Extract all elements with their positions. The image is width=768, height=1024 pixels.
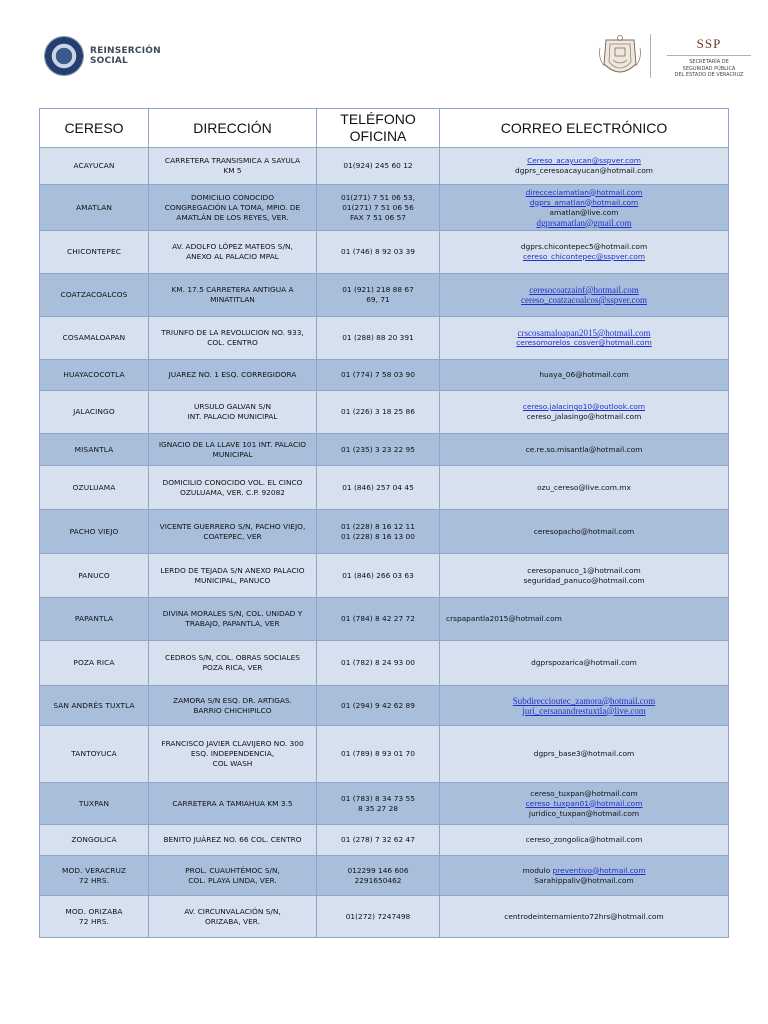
table-row bbox=[40, 641, 729, 686]
phone-line: 01 (921) 218 88 67 bbox=[342, 285, 414, 294]
cereso-name bbox=[40, 554, 149, 598]
ssp-sub-2: SEGURIDAD PÚBLICA bbox=[682, 65, 736, 72]
cereso-name-line: TANTOYUCA bbox=[71, 749, 117, 758]
cereso-name bbox=[40, 274, 149, 317]
email-link[interactable]: cereso_coatzacoalcos@sspver.com bbox=[521, 295, 647, 305]
cereso-phone bbox=[317, 274, 440, 317]
email-link[interactable]: cereso_tuxpan01@hotmail.com bbox=[525, 798, 643, 808]
email-link[interactable]: ceresocoatzainf@hotmail.com bbox=[529, 285, 639, 295]
phone-line: 2291650462 bbox=[354, 875, 402, 885]
email-text: dgprs_base3@hotmail.com bbox=[533, 749, 635, 758]
cereso-phone bbox=[317, 434, 440, 466]
address-line: URSULO GALVAN S/N bbox=[194, 402, 271, 411]
address-line: AV. ADOLFO LÓPEZ MATEOS S/N, bbox=[172, 242, 293, 251]
cereso-email bbox=[440, 783, 729, 825]
cereso-name bbox=[40, 686, 149, 726]
email-text: ce.re.so.misantla@hotmail.com bbox=[525, 444, 643, 454]
ssp-logo bbox=[596, 34, 759, 82]
cereso-name bbox=[40, 185, 149, 231]
phone-line: 01 (288) 88 20 391 bbox=[342, 333, 414, 342]
cereso-name-line: AMATLAN bbox=[76, 202, 112, 212]
cereso-name-line: MOD. ORIZABA bbox=[65, 906, 123, 916]
cereso-address bbox=[149, 317, 317, 360]
phone-line: FAX 7 51 06 57 bbox=[349, 212, 406, 222]
address-line: MUNICIPAL bbox=[212, 449, 253, 459]
cereso-name-line: TUXPAN bbox=[78, 798, 110, 808]
email-link[interactable]: Cereso_acayucan@sspver.com bbox=[527, 156, 641, 165]
logo-text bbox=[90, 46, 161, 66]
page-header bbox=[0, 0, 768, 100]
phone-line: 01 (226) 3 18 25 86 bbox=[341, 407, 415, 416]
phone-line: 012299 146 606 bbox=[347, 865, 409, 875]
header-telefono-text: TELÉFONO OFICINA bbox=[340, 111, 416, 144]
cereso-address bbox=[149, 641, 317, 686]
phone-line: 8 35 27 28 bbox=[358, 803, 398, 813]
table-row bbox=[40, 466, 729, 510]
email-text: ceresopacho@hotmail.com bbox=[533, 526, 635, 536]
cereso-name bbox=[40, 148, 149, 185]
email-text: huaya_06@hotmail.com bbox=[539, 370, 629, 379]
email-link[interactable]: dgprsamatlan@gmail.com bbox=[536, 217, 632, 228]
address-line: CARRETERA TRANSISMICA A SAYULA bbox=[164, 156, 301, 165]
cereso-name-line: CHICONTEPEC bbox=[67, 247, 121, 256]
table-row bbox=[40, 686, 729, 726]
table-row bbox=[40, 896, 729, 938]
cereso-name-line: HUAYACOCOTLA bbox=[63, 370, 125, 379]
phone-line: 01 (783) 8 34 73 55 bbox=[341, 793, 415, 803]
cereso-phone bbox=[317, 825, 440, 856]
cereso-address bbox=[149, 360, 317, 391]
cereso-email bbox=[440, 317, 729, 360]
address-line: MINATITLAN bbox=[210, 295, 255, 304]
address-line: VICENTE GUERRERO S/N, PACHO VIEJO, bbox=[159, 521, 306, 531]
address-line: ORIZABA, VER. bbox=[204, 916, 261, 926]
cereso-address bbox=[149, 686, 317, 726]
cereso-phone bbox=[317, 360, 440, 391]
cereso-name bbox=[40, 360, 149, 391]
phone-line: 01 (228) 8 16 12 11 bbox=[341, 521, 415, 531]
header-direccion: DIRECCIÓN bbox=[149, 109, 317, 148]
table-row bbox=[40, 360, 729, 391]
address-line: ANEXO AL PALACIO MPAL bbox=[186, 252, 279, 261]
address-line: BARRIO CHICHIPILCO bbox=[193, 705, 272, 715]
reinsercion-social-logo bbox=[44, 36, 161, 76]
phone-line: 01 (746) 8 92 03 39 bbox=[341, 247, 415, 256]
email-text: centrodeinternamiento72hrs@hotmail.com bbox=[504, 911, 664, 921]
phone-line: 01 (789) 8 93 01 70 bbox=[341, 749, 415, 758]
table-row bbox=[40, 825, 729, 856]
coat-of-arms-icon bbox=[596, 34, 644, 82]
phone-line: 01 (774) 7 58 03 90 bbox=[341, 370, 415, 379]
email-link[interactable]: juri_cersanandrestuxtla@live.com bbox=[522, 705, 646, 716]
logo-divider bbox=[650, 34, 651, 78]
email-text: ceresopanuco_1@hotmail.com bbox=[527, 565, 641, 575]
table-row bbox=[40, 148, 729, 185]
email-link[interactable]: direcceciamatlan@hotmail.com bbox=[525, 187, 643, 197]
cereso-phone bbox=[317, 510, 440, 554]
address-line: ZAMORA S/N ESQ. DR. ARTIGAS. bbox=[173, 695, 292, 705]
cereso-phone bbox=[317, 317, 440, 360]
header-correo: CORREO ELECTRÓNICO bbox=[440, 109, 729, 148]
cereso-phone bbox=[317, 231, 440, 274]
table-row bbox=[40, 856, 729, 896]
table-body bbox=[40, 148, 729, 938]
cereso-name-line: POZA RICA bbox=[73, 658, 115, 667]
cereso-email bbox=[440, 554, 729, 598]
table-row bbox=[40, 391, 729, 434]
cereso-name-line: COATZACOALCOS bbox=[60, 290, 128, 299]
cereso-name-line: ACAYUCAN bbox=[73, 161, 115, 170]
cereso-email bbox=[440, 148, 729, 185]
cereso-address bbox=[149, 434, 317, 466]
cereso-name bbox=[40, 896, 149, 938]
cereso-address bbox=[149, 510, 317, 554]
address-line: INT. PALACIO MUNICIPAL bbox=[187, 412, 278, 421]
address-line: LERDO DE TEJADA S/N ANEXO PALACIO bbox=[160, 565, 305, 575]
cereso-phone bbox=[317, 598, 440, 641]
cereso-name-line: OZULUAMA bbox=[72, 482, 116, 492]
cereso-address bbox=[149, 783, 317, 825]
table-header-row bbox=[40, 109, 729, 148]
address-line: AMATLÁN DE LOS REYES, VER. bbox=[176, 212, 289, 222]
logo-text-line1: REINSERCIÓN bbox=[90, 46, 161, 56]
email-text: ozu_cereso@live.com.mx bbox=[537, 482, 631, 492]
cereso-address bbox=[149, 856, 317, 896]
email-text: seguridad_panuco@hotmail.com bbox=[523, 575, 645, 585]
phone-line: 01 (228) 8 16 13 00 bbox=[341, 531, 415, 541]
cereso-name bbox=[40, 510, 149, 554]
cereso-address bbox=[149, 466, 317, 510]
cereso-name bbox=[40, 231, 149, 274]
cereso-email bbox=[440, 434, 729, 466]
email-text: dgprs_ceresoacayucan@hotmail.com bbox=[515, 166, 653, 175]
cereso-name-line: PANUCO bbox=[78, 570, 110, 580]
table-row bbox=[40, 231, 729, 274]
cereso-address bbox=[149, 726, 317, 783]
address-line: CARRETERA A TAMIAHUA KM 3.5 bbox=[172, 798, 293, 808]
address-line: KM. 17.5 CARRETERA ANTIGUA A bbox=[171, 285, 294, 294]
table-row bbox=[40, 598, 729, 641]
phone-line: 01 (782) 8 24 93 00 bbox=[341, 658, 415, 667]
cereso-name bbox=[40, 317, 149, 360]
phone-line: 01(271) 7 51 06 56 bbox=[342, 202, 414, 212]
address-line: KM 5 bbox=[223, 166, 242, 175]
cereso-email bbox=[440, 231, 729, 274]
cereso-name bbox=[40, 641, 149, 686]
address-line: POZA RICA, VER bbox=[202, 663, 263, 672]
cereso-address bbox=[149, 231, 317, 274]
address-line: BENITO JUÁREZ NO. 66 COL. CENTRO bbox=[163, 835, 302, 844]
cereso-name bbox=[40, 391, 149, 434]
address-line: PROL. CUAUHTÉMOC S/N, bbox=[185, 865, 280, 875]
cereso-name-line: MISANTLA bbox=[74, 444, 114, 454]
cereso-email bbox=[440, 360, 729, 391]
table-row bbox=[40, 434, 729, 466]
address-line: ESQ. INDEPENDENCIA, bbox=[190, 749, 275, 758]
phone-line: 01(271) 7 51 06 53, bbox=[341, 192, 415, 202]
cereso-name-line: JALACINGO bbox=[73, 407, 115, 416]
cereso-name bbox=[40, 434, 149, 466]
cereso-address bbox=[149, 598, 317, 641]
cereso-name bbox=[40, 466, 149, 510]
cereso-phone bbox=[317, 554, 440, 598]
email-text: cereso_tuxpan@hotmail.com bbox=[530, 788, 638, 798]
email-text: Sarahippaliv@hotmail.com bbox=[534, 875, 634, 885]
table-row bbox=[40, 317, 729, 360]
email-text: juridico_tuxpan@hotmail.com bbox=[528, 808, 640, 818]
header-telefono bbox=[317, 109, 440, 148]
cereso-phone bbox=[317, 185, 440, 231]
phone-line: 01 (846) 266 03 63 bbox=[342, 570, 414, 580]
cereso-email bbox=[440, 274, 729, 317]
cereso-email bbox=[440, 510, 729, 554]
ssp-title: SSP bbox=[696, 36, 722, 51]
address-line: OZULUAMA, VER. C.P. 92082 bbox=[180, 487, 285, 497]
cereso-phone bbox=[317, 896, 440, 938]
cereso-phone bbox=[317, 391, 440, 434]
cereso-phone bbox=[317, 686, 440, 726]
address-line: DOMICILIO CONOCIDO VOL. EL CINCO bbox=[162, 477, 303, 487]
cereso-phone bbox=[317, 726, 440, 783]
cereso-email bbox=[440, 185, 729, 231]
cereso-address bbox=[149, 148, 317, 185]
cereso-email bbox=[440, 726, 729, 783]
cereso-name-line: PAPANTLA bbox=[74, 614, 114, 623]
cereso-name-line: PACHO VIEJO bbox=[69, 526, 119, 536]
cereso-email bbox=[440, 856, 729, 896]
phone-line: 01 (235) 3 23 22 95 bbox=[341, 444, 415, 454]
address-line: TRABAJO, PAPANTLA, VER bbox=[185, 619, 280, 628]
address-line: JUAREZ NO. 1 ESQ. CORREGIDORA bbox=[168, 370, 297, 379]
cereso-name-line: MOD. VERACRUZ bbox=[61, 865, 126, 875]
cereso-directory-table bbox=[39, 108, 729, 938]
cereso-email bbox=[440, 686, 729, 726]
address-line: CONGREGACIÓN LA TOMA, MPIO. DE bbox=[164, 202, 301, 212]
address-line: COATEPEC, VER bbox=[203, 531, 262, 541]
cereso-address bbox=[149, 825, 317, 856]
cereso-email bbox=[440, 391, 729, 434]
email-link[interactable]: dgprs_amatlan@hotmail.com bbox=[529, 197, 639, 207]
ssp-rule bbox=[667, 55, 751, 56]
cereso-address bbox=[149, 391, 317, 434]
table-row bbox=[40, 185, 729, 231]
cereso-address bbox=[149, 896, 317, 938]
email-text: dgprspozarica@hotmail.com bbox=[531, 658, 637, 667]
cereso-name-line: COSAMALOAPAN bbox=[62, 333, 126, 342]
address-line: COL. CENTRO bbox=[207, 338, 258, 347]
phone-line: 01 (846) 257 04 45 bbox=[342, 482, 414, 492]
table-row bbox=[40, 554, 729, 598]
cereso-email bbox=[440, 598, 729, 641]
header-cereso: CERESO bbox=[40, 109, 149, 148]
table-row bbox=[40, 274, 729, 317]
cereso-name-line: ZONGOLICA bbox=[71, 835, 117, 844]
cereso-phone bbox=[317, 856, 440, 896]
table-row bbox=[40, 726, 729, 783]
phone-line: 01(272) 7247498 bbox=[345, 911, 411, 921]
email-text: cereso_zongolica@hotmail.com bbox=[525, 835, 643, 844]
email-link[interactable]: crscosamaloapan2015@hotmail.com bbox=[517, 328, 651, 338]
address-line: MUNICIPAL, PANUCO bbox=[194, 575, 271, 585]
email-text: amatlan@live.com bbox=[549, 207, 619, 217]
address-line: CEDROS S/N, COL. OBRAS SOCIALES bbox=[165, 653, 300, 662]
phone-line: 69, 71 bbox=[366, 295, 390, 304]
table-row bbox=[40, 783, 729, 825]
ssp-text-block bbox=[659, 34, 759, 79]
email-text: crspapantla2015@hotmail.com bbox=[446, 614, 562, 623]
logo-text-line2: SOCIAL bbox=[90, 56, 128, 66]
cereso-name-line: 72 HRS. bbox=[78, 916, 110, 926]
cereso-phone bbox=[317, 148, 440, 185]
email-text: cereso_jalasingo@hotmail.com bbox=[526, 412, 642, 421]
cereso-address bbox=[149, 274, 317, 317]
cereso-name bbox=[40, 856, 149, 896]
phone-line: 01 (294) 9 42 62 89 bbox=[341, 700, 415, 710]
ssp-sub-1: SECRETARÍA DE bbox=[689, 59, 729, 65]
address-line: COL. PLAYA LINDA, VER. bbox=[188, 875, 277, 885]
cereso-name bbox=[40, 783, 149, 825]
cereso-name-line: SAN ANDRÉS TUXTLA bbox=[53, 700, 135, 710]
address-line: AV. CIRCUNVALACIÓN S/N, bbox=[184, 906, 281, 916]
address-line: FRANCISCO JAVIER CLAVIJERO NO. 300 bbox=[161, 739, 304, 748]
email-text: dgprs.chicontepec5@hotmail.com bbox=[520, 242, 648, 251]
cereso-address bbox=[149, 554, 317, 598]
email-link[interactable]: modulo preventivo@hotmail.com bbox=[522, 865, 646, 875]
cereso-phone bbox=[317, 641, 440, 686]
seal-icon bbox=[44, 36, 84, 76]
ssp-sub-3: DEL ESTADO DE VERACRUZ bbox=[674, 72, 744, 78]
cereso-name bbox=[40, 825, 149, 856]
phone-line: 01 (278) 7 32 62 47 bbox=[341, 835, 415, 844]
cereso-address bbox=[149, 185, 317, 231]
address-line: IGNACIO DE LA LLAVE 101 INT. PALACIO bbox=[158, 439, 307, 449]
cereso-email bbox=[440, 641, 729, 686]
phone-line: 01 (784) 8 42 27 72 bbox=[341, 614, 415, 623]
cereso-name bbox=[40, 726, 149, 783]
email-link[interactable]: cereso.jalacingo10@outlook.com bbox=[522, 402, 646, 411]
cereso-name-line: 72 HRS. bbox=[78, 875, 110, 885]
address-line: DOMICILIO CONOCIDO bbox=[190, 192, 275, 202]
cereso-phone bbox=[317, 783, 440, 825]
cereso-name bbox=[40, 598, 149, 641]
email-link[interactable]: cereso_chicontepec@sspver.com bbox=[522, 252, 646, 261]
address-line: TRIUNFO DE LA REVOLUCION NO. 933, bbox=[161, 328, 304, 337]
email-link[interactable]: Subdireccioutec_zamora@hotmail.com bbox=[512, 695, 656, 706]
cereso-email bbox=[440, 896, 729, 938]
phone-line: 01(924) 245 60 12 bbox=[343, 161, 413, 170]
cereso-phone bbox=[317, 466, 440, 510]
cereso-email bbox=[440, 825, 729, 856]
table-row bbox=[40, 510, 729, 554]
email-link[interactable]: ceresomorelos_cosver@hotmail.com bbox=[516, 338, 652, 347]
cereso-email bbox=[440, 466, 729, 510]
address-line: COL WASH bbox=[212, 759, 253, 768]
address-line: DIVINA MORALES S/N, COL. UNIDAD Y bbox=[162, 609, 303, 618]
